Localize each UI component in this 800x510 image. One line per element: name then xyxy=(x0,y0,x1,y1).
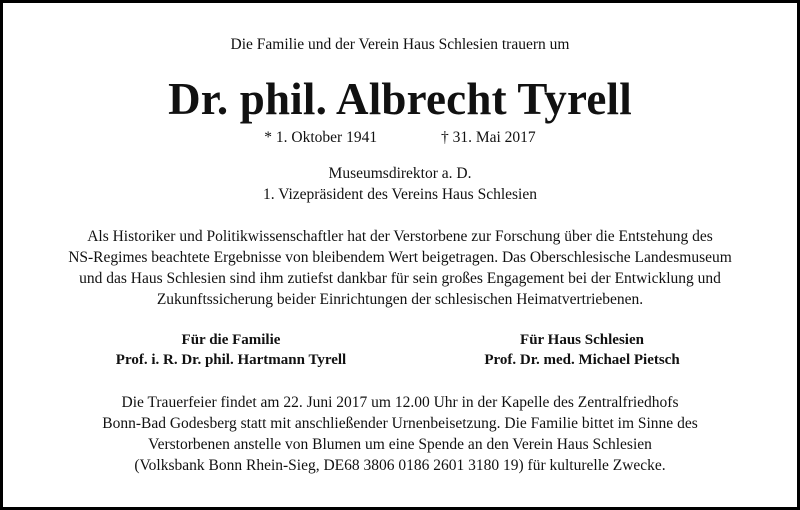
signature-heading: Für die Familie xyxy=(181,332,281,348)
death-date: † 31. Mai 2017 xyxy=(440,129,536,146)
signature-name: Prof. i. R. Dr. phil. Hartmann Tyrell xyxy=(115,352,347,368)
roles-block xyxy=(3,163,797,205)
service-line: Verstorbenen anstelle von Blumen um eine Spende an den Verein Haus Schlesien xyxy=(148,436,652,453)
signature-name: Prof. Dr. med. Michael Pietsch xyxy=(484,352,680,368)
signatures xyxy=(3,330,797,374)
signature-family xyxy=(71,330,391,370)
service-line: Bonn-Bad Godesberg statt mit anschließender Urnenbeisetzung. Die Familie bittet im Sinne des xyxy=(102,415,698,432)
funeral-service-info xyxy=(3,392,797,476)
paragraph-line: NS-Regimes beachtete Ergebnisse von bleibendem Wert beigetragen. Das Oberschlesische Landesmuseum xyxy=(68,249,732,266)
service-line: (Volksbank Bonn Rhein-Sieg, DE68 3806 0186 2601 3180 19) für kulturelle Zwecke. xyxy=(134,457,666,474)
service-line: Die Trauerfeier findet am 22. Juni 2017 um 12.00 Uhr in der Kapelle des Zentralfriedhofs xyxy=(121,394,679,411)
signature-heading: Für Haus Schlesien xyxy=(520,332,644,348)
paragraph-line: Zukunftssicherung beider Einrichtungen der schlesischen Heimatvertriebenen. xyxy=(156,291,644,308)
role-line: Museumsdirektor a. D. xyxy=(328,165,472,182)
intro-line: Die Familie und der Verein Haus Schlesien trauern um xyxy=(230,36,570,53)
birth-date: * 1. Oktober 1941 xyxy=(264,129,378,146)
signature-haus-schlesien xyxy=(422,330,742,370)
deceased-name: Dr. phil. Albrecht Tyrell xyxy=(168,74,632,124)
paragraph-line: Als Historiker und Politikwissenschaftler hat der Verstorbene zur Forschung über die Entstehung des xyxy=(87,228,713,245)
role-line: 1. Vizepräsident des Vereins Haus Schlesien xyxy=(263,186,537,203)
tribute-paragraph xyxy=(3,226,797,310)
life-dates xyxy=(3,129,797,147)
paragraph-line: und das Haus Schlesien sind ihm zutiefst dankbar für sein großes Engagement bei der Entwicklung und xyxy=(79,270,721,287)
